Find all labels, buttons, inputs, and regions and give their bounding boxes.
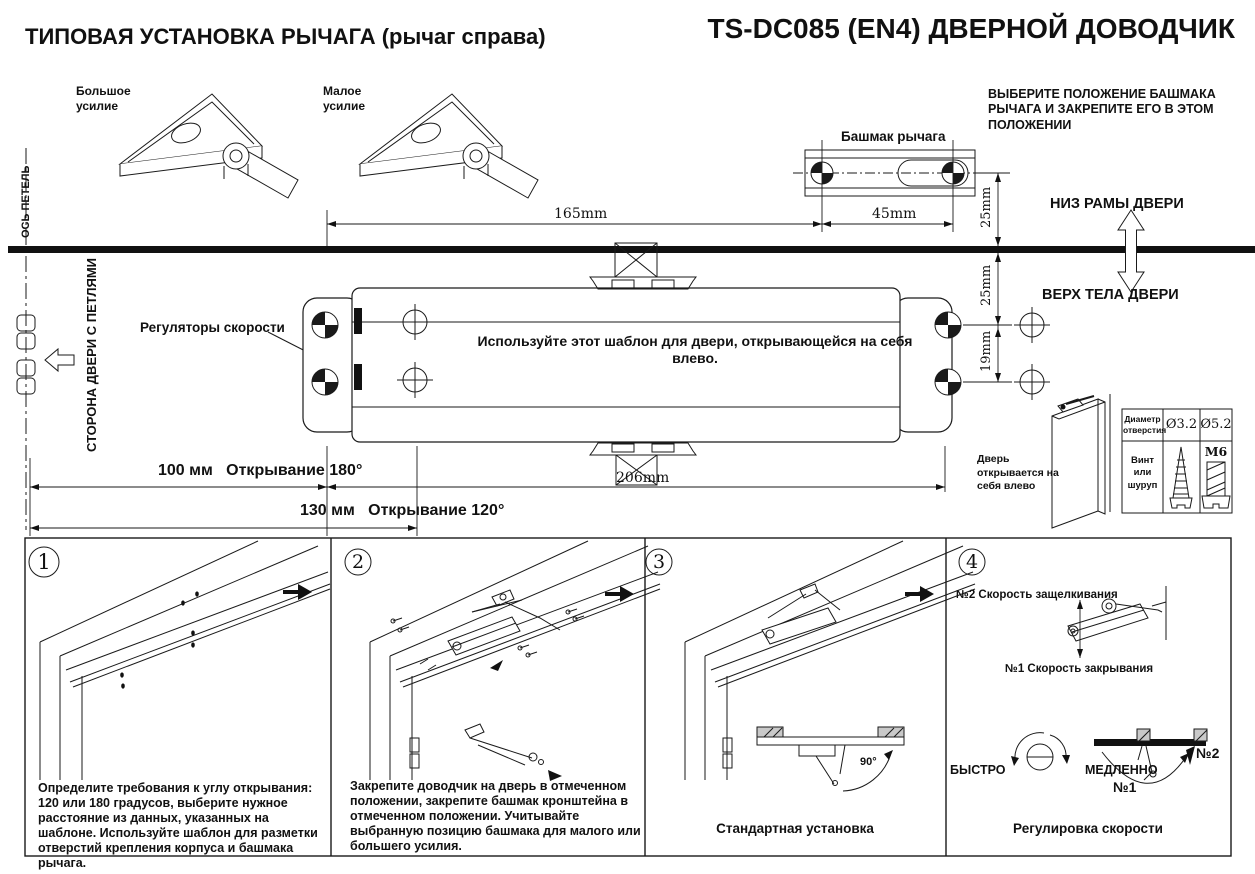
step-1-number: 1 xyxy=(37,550,51,574)
force-small-label: Малое усилие xyxy=(323,84,366,113)
step-1-drawing xyxy=(40,541,330,780)
mount-hole-target xyxy=(935,312,961,338)
arm-shoe-drawing xyxy=(793,150,990,196)
page-title: ТИПОВАЯ УСТАНОВКА РЫЧАГА (рычаг справа) xyxy=(25,24,546,49)
dim-open-180-label: 100 мм Открывание 180° xyxy=(158,462,363,479)
speed-valve-1 xyxy=(354,308,362,334)
mount-hole-target xyxy=(935,369,961,395)
dim-165-label: 165mm xyxy=(554,206,608,222)
angle-90-label: 90° xyxy=(860,756,877,768)
door-body-top-label: ВЕРХ ТЕЛА ДВЕРИ xyxy=(1042,287,1179,303)
step-2-text: Закрепите доводчик на дверь в отмеченном положении, закрепите башмак кронштейна в отмеченном положении. Учитывайте выбранную позицию башмака для малого или большего усилия. xyxy=(350,779,641,853)
hinge-axis-label: ОСЬ ПЕТЕЛЬ xyxy=(20,165,32,238)
bolt-m6-label: M6 xyxy=(1204,444,1228,459)
product-title: TS-DC085 (EN4) ДВЕРНОЙ ДОВОДЧИК xyxy=(707,13,1235,44)
dim-open-120-label: 130 мм Открывание 120° xyxy=(300,502,505,519)
latch-speed-label: №2 Скорость защелкивания xyxy=(956,589,1118,601)
mount-hole-target xyxy=(312,312,338,338)
hole-large-value: Ø5.2 xyxy=(1200,417,1232,432)
valve-2-label: №2 xyxy=(1196,745,1220,761)
dim-bottom xyxy=(30,446,945,536)
closing-speed-label: №1 Скорость закрывания xyxy=(1005,663,1154,675)
force-large-label: Большое усилие xyxy=(76,84,131,113)
mount-hole-cross xyxy=(1014,307,1050,343)
step-4-drawing xyxy=(1011,586,1207,783)
dim-25-mid-label: 25mm xyxy=(979,264,994,306)
frame-bottom-label: НИЗ РАМЫ ДВЕРИ xyxy=(1050,196,1184,212)
hinge-symbol xyxy=(17,315,35,394)
hinge-side-arrow-icon xyxy=(45,349,74,371)
step-3-number: 3 xyxy=(652,551,666,573)
step-2-number: 2 xyxy=(351,551,365,573)
mount-hole-target xyxy=(312,369,338,395)
arm-small-force-drawing xyxy=(360,94,538,198)
door-top-line xyxy=(8,246,1255,253)
hole-diameter-header: Диаметр отверстия xyxy=(1123,414,1167,435)
speed-valve-2 xyxy=(354,364,362,390)
step-4-caption: Регулировка скорости xyxy=(1013,821,1163,836)
valve-1-label: №1 xyxy=(1113,779,1137,795)
dim-19-label: 19mm xyxy=(979,330,994,372)
fast-label: БЫСТРО xyxy=(950,763,1006,777)
step-1-text: Определите требования к углу открывания: 120 или 180 градусов, выберите нужное расстояние из данных, указанных на шаблоне. Используйте шаблон для разметки отверстий крепления корпуса и башмака рычага. xyxy=(38,781,318,870)
hole-small-value: Ø3.2 xyxy=(1165,417,1198,432)
dim-206-label: 206mm xyxy=(616,470,670,486)
step-3-drawing xyxy=(685,541,975,791)
mount-hole-cross xyxy=(1014,364,1050,400)
choose-position-note: ВЫБЕРИТЕ ПОЛОЖЕНИЕ БАШМАКА РЫЧАГА И ЗАКРЕПИТЕ ЕГО В ЭТОМ ПОЛОЖЕНИИ xyxy=(988,87,1216,132)
speed-regulators-label: Регуляторы скорости xyxy=(140,320,285,335)
screw-label: Винт или шуруп xyxy=(1127,455,1158,491)
step-2-drawing xyxy=(370,541,660,781)
wood-screw-icon xyxy=(1170,447,1192,508)
machine-bolt-icon xyxy=(1202,462,1230,508)
dim-25-top-label: 25mm xyxy=(979,186,994,228)
door-opens-note: Дверь открывается на себя влево xyxy=(977,453,1059,493)
slow-label: МЕДЛЕННО xyxy=(1085,763,1158,777)
step-4-number: 4 xyxy=(965,551,979,573)
arm-shoe-label: Башмак рычага xyxy=(841,129,946,144)
dim-45-label: 45mm xyxy=(872,206,917,222)
step-3-caption: Стандартная установка xyxy=(716,821,874,836)
hinge-side-label: СТОРОНА ДВЕРИ С ПЕТЛЯМИ xyxy=(84,257,99,452)
template-note: Используйте этот шаблон для двери, открывающейся на себя влево. xyxy=(477,333,913,367)
